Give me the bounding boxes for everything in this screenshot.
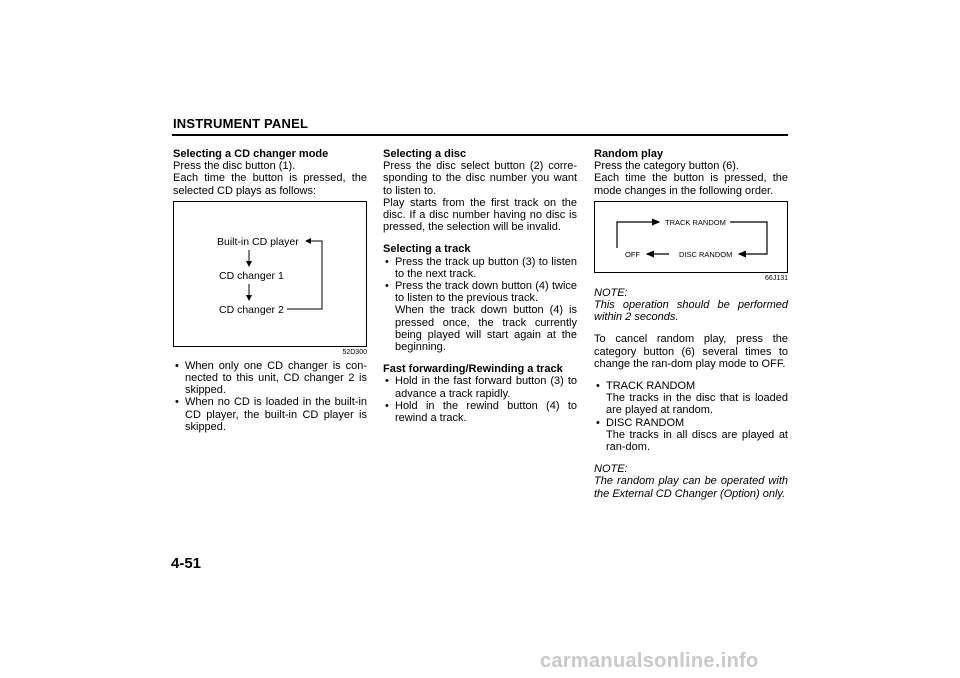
random-mode-figure bbox=[594, 201, 788, 273]
note-label: NOTE: bbox=[594, 463, 628, 476]
paragraph: Each time the button is pressed, the selected CD plays as follows: bbox=[173, 172, 367, 197]
list-item: • When no CD is loaded in the built-in CD player, the built-in CD player is skipped. bbox=[173, 396, 367, 433]
heading-changer-mode: Selecting a CD changer mode bbox=[173, 148, 329, 160]
list-item bbox=[383, 280, 577, 353]
column-random-play bbox=[594, 148, 788, 500]
list-item-text: Press the track down button (4) twice to listen to the previous track. bbox=[395, 280, 577, 305]
random-mode-diagram bbox=[595, 202, 787, 272]
heading-fast-forward: Fast forwarding/Rewinding a track bbox=[383, 363, 563, 376]
column-disc-track bbox=[383, 148, 577, 424]
random-modes-list bbox=[594, 380, 788, 453]
changer-order-diagram bbox=[174, 202, 366, 346]
paragraph: Press the disc button (1). bbox=[173, 160, 296, 173]
label-track-random: TRACK RANDOM bbox=[665, 217, 726, 227]
list-item: • When only one CD changer is con-nected to this unit, CD changer 2 is skipped. bbox=[173, 360, 367, 397]
label-disc-random: DISC RANDOM bbox=[679, 249, 733, 259]
label-cd-changer-1: CD changer 1 bbox=[219, 269, 284, 282]
column-changer-mode bbox=[173, 148, 367, 433]
changer-notes-list bbox=[173, 360, 367, 433]
note-text: This operation should be performed within 2 seconds. bbox=[594, 299, 788, 324]
figure-code: 66J131 bbox=[765, 274, 788, 282]
figure-code: 52D300 bbox=[342, 348, 367, 356]
mode-description: The tracks in the disc that is loaded are played at random. bbox=[606, 392, 788, 417]
note-text: The random play can be operated with the External CD Changer (Option) only. bbox=[594, 475, 788, 500]
list-item bbox=[594, 380, 788, 417]
header-rule bbox=[172, 134, 788, 136]
watermark: carmanualsonline.info bbox=[540, 650, 759, 672]
heading-selecting-track: Selecting a track bbox=[383, 243, 471, 256]
paragraph: Play starts from the first track on the disc. If a disc number having no disc is pressed, the selection will be invalid. bbox=[383, 196, 577, 234]
paragraph: To cancel random play, press the category button (6) several times to change the ran-dom play mode to OFF. bbox=[594, 333, 788, 370]
changer-order-figure bbox=[173, 201, 367, 347]
heading-selecting-disc: Selecting a disc bbox=[383, 148, 467, 160]
list-item-continuation: When the track down button (4) is pressed once, the track currently being played will start again at the beginning. bbox=[395, 304, 577, 354]
return-arrow bbox=[287, 241, 322, 309]
loop-line-right bbox=[730, 222, 767, 254]
label-off: OFF bbox=[625, 249, 640, 259]
section-title: INSTRUMENT PANEL bbox=[173, 116, 309, 131]
note-label: NOTE: bbox=[594, 286, 628, 299]
page-number: 4-51 bbox=[171, 555, 202, 572]
list-item: • Press the track up button (3) to listen to the next track. bbox=[383, 256, 577, 280]
heading-random-play: Random play bbox=[594, 148, 664, 160]
loop-line-top bbox=[617, 222, 659, 248]
mode-description: The tracks in all discs are played at ran-dom. bbox=[606, 428, 788, 454]
mode-name: • DISC RANDOM bbox=[606, 416, 685, 429]
ff-list bbox=[383, 375, 577, 424]
list-item bbox=[594, 417, 788, 454]
list-item: • Hold in the rewind button (4) to rewind a track. bbox=[383, 400, 577, 424]
track-list bbox=[383, 256, 577, 354]
list-item: • Hold in the fast forward button (3) to advance a track rapidly. bbox=[383, 375, 577, 399]
paragraph: Press the category button (6). bbox=[594, 160, 739, 173]
label-built-in-cd-player: Built-in CD player bbox=[217, 235, 299, 248]
paragraph: Each time the button is pressed, the mode changes in the following order. bbox=[594, 172, 788, 197]
label-cd-changer-2: CD changer 2 bbox=[219, 303, 284, 316]
paragraph: Press the disc select button (2) corre-sponding to the disc number you want to listen to. bbox=[383, 160, 577, 197]
mode-name: • TRACK RANDOM bbox=[606, 380, 696, 393]
